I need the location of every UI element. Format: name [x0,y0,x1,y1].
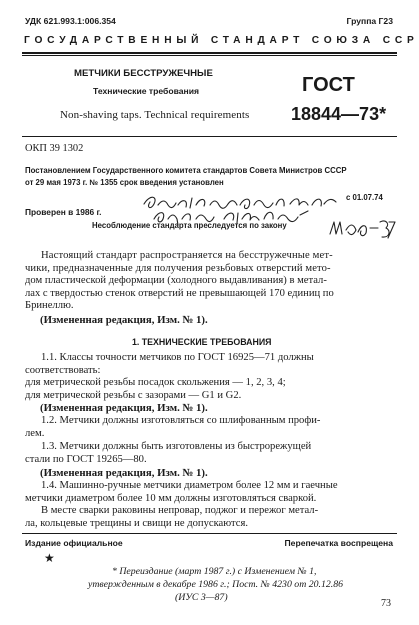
clause-line: 1.3. Метчики должны быть изготовлены из быстрорежущей [41,441,312,452]
clause-line: 1.1. Классы точности метчиков по ГОСТ 16925—71 должны [41,352,314,363]
clause-line: 1.2. Метчики должны изготовляться со шлифованным профи- [41,415,321,426]
reissue-note-line-2: утвержденным в декабре 1986 г.; Пост. № 4230 от 20.12.86 [88,579,344,590]
reissue-note-line-1: * Переиздание (март 1987 г.) с Изменением № 1, [112,566,317,577]
star-icon: ★ [44,551,55,565]
clause-line: для метрической резьбы посадок скольжения — 1, 2, 3, 4; [25,377,286,389]
intro-line: Бринеллю. [25,300,74,312]
gost-label: ГОСТ [302,74,355,96]
resolution-line-2: от 29 мая 1973 г. № 1355 срок введения установлен [25,178,224,187]
clause-line: соответствовать: [25,364,101,376]
intro-line: дом пластической деформации (холодного выдавливания) в метал- [25,275,327,287]
clause-line: стали по ГОСТ 19265—80. [25,453,147,465]
group-code: Группа Г23 [346,16,393,26]
clause-1-3 [25,441,397,466]
clause-line: для метрической резьбы с зазорами — G1 и G2. [25,389,242,401]
amendment-note: (Измененная редакция, Изм. № 1). [40,402,208,414]
introduction-date: с 01.07.74 [346,193,383,202]
page-number: 73 [381,598,391,609]
clause-line: ла, кольцевые трещины и свищи не допускаются. [25,517,249,529]
handwritten-side-note [326,214,398,244]
clause-1-2 [25,415,397,440]
footer-rule [22,533,397,534]
clause-line: метчики диаметром более 10 мм должны изготовляться сваркой. [25,492,317,504]
header-rule-bottom [22,55,397,56]
clause-line: В месте сварки раковины непровар, поджог и пережог метал- [41,505,319,517]
title-en: Non-shaving taps. Technical requirements [60,109,250,121]
handwritten-note-line-2 [150,205,315,227]
intro-line: лах с твердостью стенок отверстий не превышающей 170 единиц по [25,287,334,299]
prosecution-notice: Несоблюдение стандарта преследуется по закону [92,221,287,230]
state-standard-banner: ГОСУДАРСТВЕННЫЙ СТАНДАРТ СОЮЗА ССР [24,35,419,46]
section-title: 1. ТЕХНИЧЕСКИЕ ТРЕБОВАНИЯ [132,337,272,347]
clause-1-4 [25,480,397,530]
clause-line: лем. [25,427,45,439]
checked-year: Проверен в 1986 г. [25,207,102,217]
title-ru: МЕТЧИКИ БЕССТРУЖЕЧНЫЕ [74,68,213,79]
reprint-prohibited-label: Перепечатка воспрещена [284,538,393,548]
okp-code: ОКП 39 1302 [25,143,84,154]
clause-1-1 [25,352,397,402]
gost-number: 18844—73* [291,104,387,124]
intro-paragraph [25,250,397,313]
reissue-note-line-3: (ИУС 3—87) [175,592,228,603]
amendment-note: (Измененная редакция, Изм. № 1). [40,314,208,326]
resolution-line-1: Постановлением Государственного комитета стандартов Совета Министров СССР [25,166,347,175]
subtitle-ru: Технические требования [93,86,200,96]
header-rule-top [22,52,397,54]
intro-line: чики, предназначенные для получения резьбовых отверстий мето- [25,262,331,274]
title-rule [22,136,397,137]
udk-code: УДК 621.993.1:006.354 [25,16,116,26]
clause-line: 1.4. Машинно-ручные метчики диаметром более 12 мм и гаечные [41,480,338,491]
official-edition-label: Издание официальное [25,538,123,548]
amendment-note: (Измененная редакция, Изм. № 1). [40,467,208,479]
intro-line: Настоящий стандарт распространяется на бесстружечные мет- [41,250,333,261]
